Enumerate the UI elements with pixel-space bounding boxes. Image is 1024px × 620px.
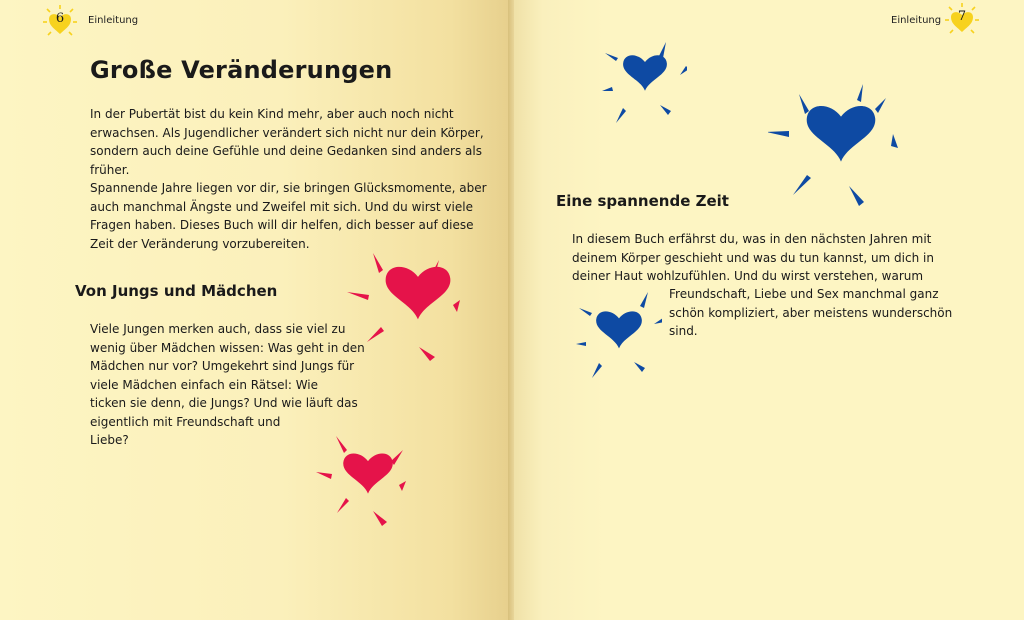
text-line: Liebe?: [90, 433, 129, 447]
text-line: früher.: [90, 162, 130, 177]
book-gutter: [508, 0, 514, 620]
text-line: erwachsen. Als Jugendlicher verändert sich nicht nur dein Körper,: [90, 125, 484, 140]
text-line: eigentlich mit Freundschaft und: [90, 414, 281, 429]
section-paragraph-indented: [669, 285, 952, 341]
text-line: deiner Haut wohlzufühlen. Und du wirst verstehen, warum: [572, 269, 924, 283]
page-number-badge-left: [42, 4, 78, 40]
intro-paragraph: [90, 105, 487, 253]
header-label-right: Einleitung: [891, 15, 942, 26]
page-title: Große Veränderungen: [90, 56, 393, 84]
blue-heart-icon: [768, 80, 898, 212]
text-line: schön kompliziert, aber meistens wunderschön: [669, 305, 953, 320]
section-paragraph: [572, 230, 934, 286]
text-line: sondern auch deine Gefühle und deine Gedanken sind anders als: [90, 144, 482, 158]
text-line: Zeit der Veränderung vorzubereiten.: [90, 236, 310, 251]
page-number: 7: [957, 9, 967, 24]
text-line: Viele Jungen merken auch, dass sie viel zu: [90, 322, 346, 336]
text-line: ticken sie denn, die Jungs? Und wie läuft das: [90, 396, 358, 410]
text-line: wenig über Mädchen wissen: Was geht in den: [90, 340, 365, 355]
blue-heart-icon: [597, 38, 687, 128]
page-number: 6: [55, 11, 65, 26]
red-heart-icon: [345, 240, 475, 370]
section-heading: Eine spannende Zeit: [556, 192, 729, 210]
text-line: viele Mädchen einfach ein Rätsel: Wie: [90, 377, 319, 392]
text-line: Freundschaft, Liebe und Sex manchmal ganz: [669, 287, 939, 301]
blue-heart-icon: [570, 292, 662, 384]
text-line: Fragen haben. Dieses Buch will dir helfen, dich besser auf diese: [90, 218, 474, 232]
section-heading: Von Jungs und Mädchen: [75, 282, 278, 300]
header-label-left: Einleitung: [88, 15, 139, 26]
text-line: deinem Körper geschieht und was du tun kannst, um dich in: [572, 250, 934, 265]
page-number-badge-right: [944, 2, 980, 38]
text-line: sind.: [669, 324, 698, 338]
section-paragraph: [90, 320, 365, 450]
text-line: Spannende Jahre liegen vor dir, sie bringen Glücksmomente, aber: [90, 181, 487, 195]
red-heart-icon: [315, 432, 415, 530]
text-line: In diesem Buch erfährst du, was in den nächsten Jahren mit: [572, 232, 932, 246]
text-line: Mädchen nur vor? Umgekehrt sind Jungs für: [90, 359, 355, 373]
text-line: auch manchmal Ängste und Zweifel mit sich. Und du wirst viele: [90, 199, 473, 214]
text-line: In der Pubertät bist du kein Kind mehr, aber auch noch nicht: [90, 107, 454, 121]
